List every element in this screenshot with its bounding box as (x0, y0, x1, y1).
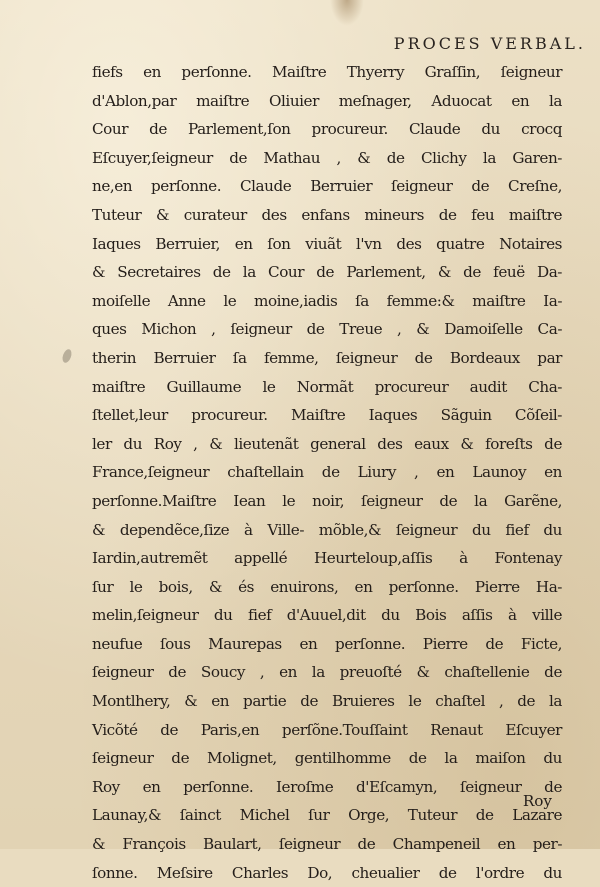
text-line: ler du Roy , & lieutenãt general des eaux & foreſts de (92, 434, 562, 453)
text-line: ſeigneur de Molignet, gentilhomme de la maiſon du (92, 749, 562, 768)
running-title: PROCES VERBAL. (393, 34, 586, 53)
paper-stain (330, 0, 364, 26)
text-line: Vicõté de Paris,en perſõne.Touſſaint Renaut Eſcuyer (92, 720, 562, 739)
text-line: & Secretaires de la Cour de Parlement, & de feuë Da- (92, 263, 562, 282)
text-line: ſeigneur de Soucy , en la preuoſté & chaſtellenie de (92, 663, 562, 682)
body-text (92, 58, 562, 887)
text-line: Launay,& ſainct Michel ſur Orge, Tuteur de Lazare (92, 806, 562, 825)
text-line: ſur le bois, & és enuirons, en perſonne. Pierre Ha- (92, 577, 562, 596)
text-line: France,ſeigneur chaſtellain de Liury , en Launoy en (92, 463, 562, 482)
ink-blot (61, 348, 73, 364)
catchword: Roy (522, 792, 552, 810)
text-line: d'Ablon,par maiſtre Oliuier meſnager, Aduocat en la (92, 91, 562, 110)
text-line: Cour de Parlement,ſon procureur. Claude du crocq (92, 120, 562, 139)
text-line: ne,en perſonne. Claude Berruier ſeigneur de Creſne, (92, 177, 562, 196)
text-line: perſonne.Maiſtre Iean le noir, ſeigneur de la Garẽne, (92, 491, 562, 510)
text-line: Montlhery, & en partie de Bruieres le chaſtel , de la (92, 692, 562, 711)
text-line: therin Berruier ſa femme, ſeigneur de Bordeaux par (92, 348, 562, 367)
text-line: & François Baulart, ſeigneur de Champeneil en per- (92, 835, 562, 854)
text-line: Iaques Berruier, en ſon viuãt l'vn des quatre Notaires (92, 234, 562, 253)
text-line: Eſcuyer,ſeigneur de Mathau , & de Clichy la Garen- (92, 148, 562, 167)
text-line: Roy en perſonne. Ieroſme d'Eſcamyn, ſeigneur de (92, 777, 562, 796)
text-line: maiſtre Guillaume le Normãt procureur audit Cha- (92, 377, 562, 396)
text-line: fiefs en perſonne. Maiſtre Thyerry Graſſin, ſeigneur (92, 63, 562, 81)
text-line: ſonne. Meſsire Charles Do, cheualier de l'ordre du (92, 863, 562, 882)
text-line: moiſelle Anne le moine,iadis ſa femme:& maiſtre Ia- (92, 291, 562, 310)
text-line: Iardin,autremẽt appellé Heurteloup,aſſis à Fontenay (92, 549, 562, 568)
text-line: melin,ſeigneur du fief d'Auuel,dit du Bois aſſis à ville (92, 606, 562, 625)
text-line: Tuteur & curateur des enfans mineurs de feu maiſtre (92, 205, 562, 224)
text-line: ques Michon , ſeigneur de Treue , & Damoiſelle Ca- (92, 320, 562, 339)
text-line: ſtellet,leur procureur. Maiſtre Iaques Sãguin Cõſeil- (92, 406, 562, 425)
text-line: neufue ſous Maurepas en perſonne. Pierre de Ficte, (92, 634, 562, 653)
text-line: & dependẽce,ſize à Ville- mõble,& ſeigneur du fief du (92, 520, 562, 539)
